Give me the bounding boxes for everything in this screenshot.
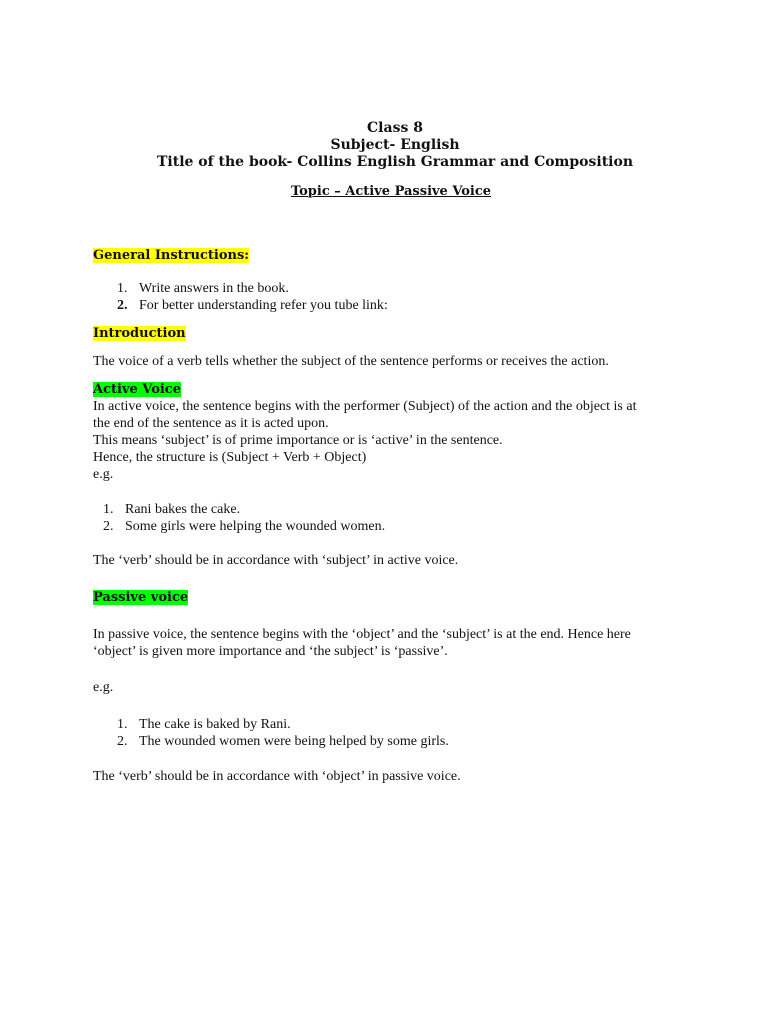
list-number: 2.	[117, 298, 128, 313]
general-instructions-label: General Instructions:	[93, 248, 250, 263]
paragraph-line: e.g.	[93, 467, 114, 482]
list-number: 2.	[117, 734, 128, 749]
passive-examples-list	[117, 716, 449, 750]
paragraph-line: In active voice, the sentence begins with the performer (Subject) of the action and the object is at	[93, 399, 637, 414]
active-voice-heading	[93, 381, 181, 398]
list-number: 2.	[103, 519, 114, 534]
list-item	[103, 518, 386, 535]
instructions-list	[117, 280, 388, 314]
active-voice-note: The ‘verb’ should be in accordance with ‘subject’ in active voice.	[93, 553, 459, 568]
passive-voice-label: Passive voice	[93, 590, 189, 605]
list-item-text: Rani bakes the cake.	[125, 502, 241, 517]
topic-text: Topic – Active Passive Voice	[290, 184, 492, 199]
paragraph-line: the end of the sentence as it is acted upon.	[93, 416, 329, 431]
list-item-text: The cake is baked by Rani.	[139, 717, 291, 732]
list-item-text: For better understanding refer you tube link:	[139, 298, 388, 313]
list-item	[103, 501, 385, 518]
paragraph-line: This means ‘subject’ is of prime importance or is ‘active’ in the sentence.	[93, 433, 503, 448]
list-item	[117, 297, 388, 314]
list-number: 1.	[117, 281, 128, 296]
introduction-heading	[93, 325, 186, 342]
introduction-label: Introduction	[93, 326, 186, 341]
topic-heading	[0, 184, 768, 199]
list-item	[117, 716, 449, 733]
passive-eg-label: e.g.	[93, 680, 114, 695]
passive-voice-note: The ‘verb’ should be in accordance with ‘object’ in passive voice.	[93, 769, 461, 784]
list-item-text: The wounded women were being helped by some girls.	[139, 734, 449, 749]
paragraph-line: ‘object’ is given more importance and ‘the subject’ is ‘passive’.	[93, 644, 448, 659]
active-voice-paragraph	[93, 398, 636, 483]
list-number: 1.	[103, 502, 114, 517]
general-instructions-heading	[93, 247, 249, 264]
passive-voice-paragraph	[93, 626, 631, 660]
list-item-text: Write answers in the book.	[139, 281, 289, 296]
list-item	[117, 280, 388, 297]
list-item	[117, 733, 449, 750]
list-item-text: Some girls were helping the wounded women.	[125, 519, 386, 534]
passive-voice-heading	[93, 589, 188, 606]
document-header	[0, 120, 768, 171]
list-number: 1.	[117, 717, 128, 732]
subject-line: Subject- English	[330, 137, 460, 153]
class-line: Class 8	[367, 120, 423, 136]
active-examples-list	[103, 501, 386, 535]
introduction-text: The voice of a verb tells whether the subject of the sentence performs or receives the action.	[93, 354, 609, 369]
book-title-line: Title of the book- Collins English Grammar and Composition	[156, 154, 633, 170]
active-voice-label: Active Voice	[93, 382, 181, 397]
paragraph-line: In passive voice, the sentence begins with the ‘object’ and the ‘subject’ is at the end. Hence here	[93, 627, 631, 642]
paragraph-line: Hence, the structure is (Subject + Verb + Object)	[93, 450, 367, 465]
